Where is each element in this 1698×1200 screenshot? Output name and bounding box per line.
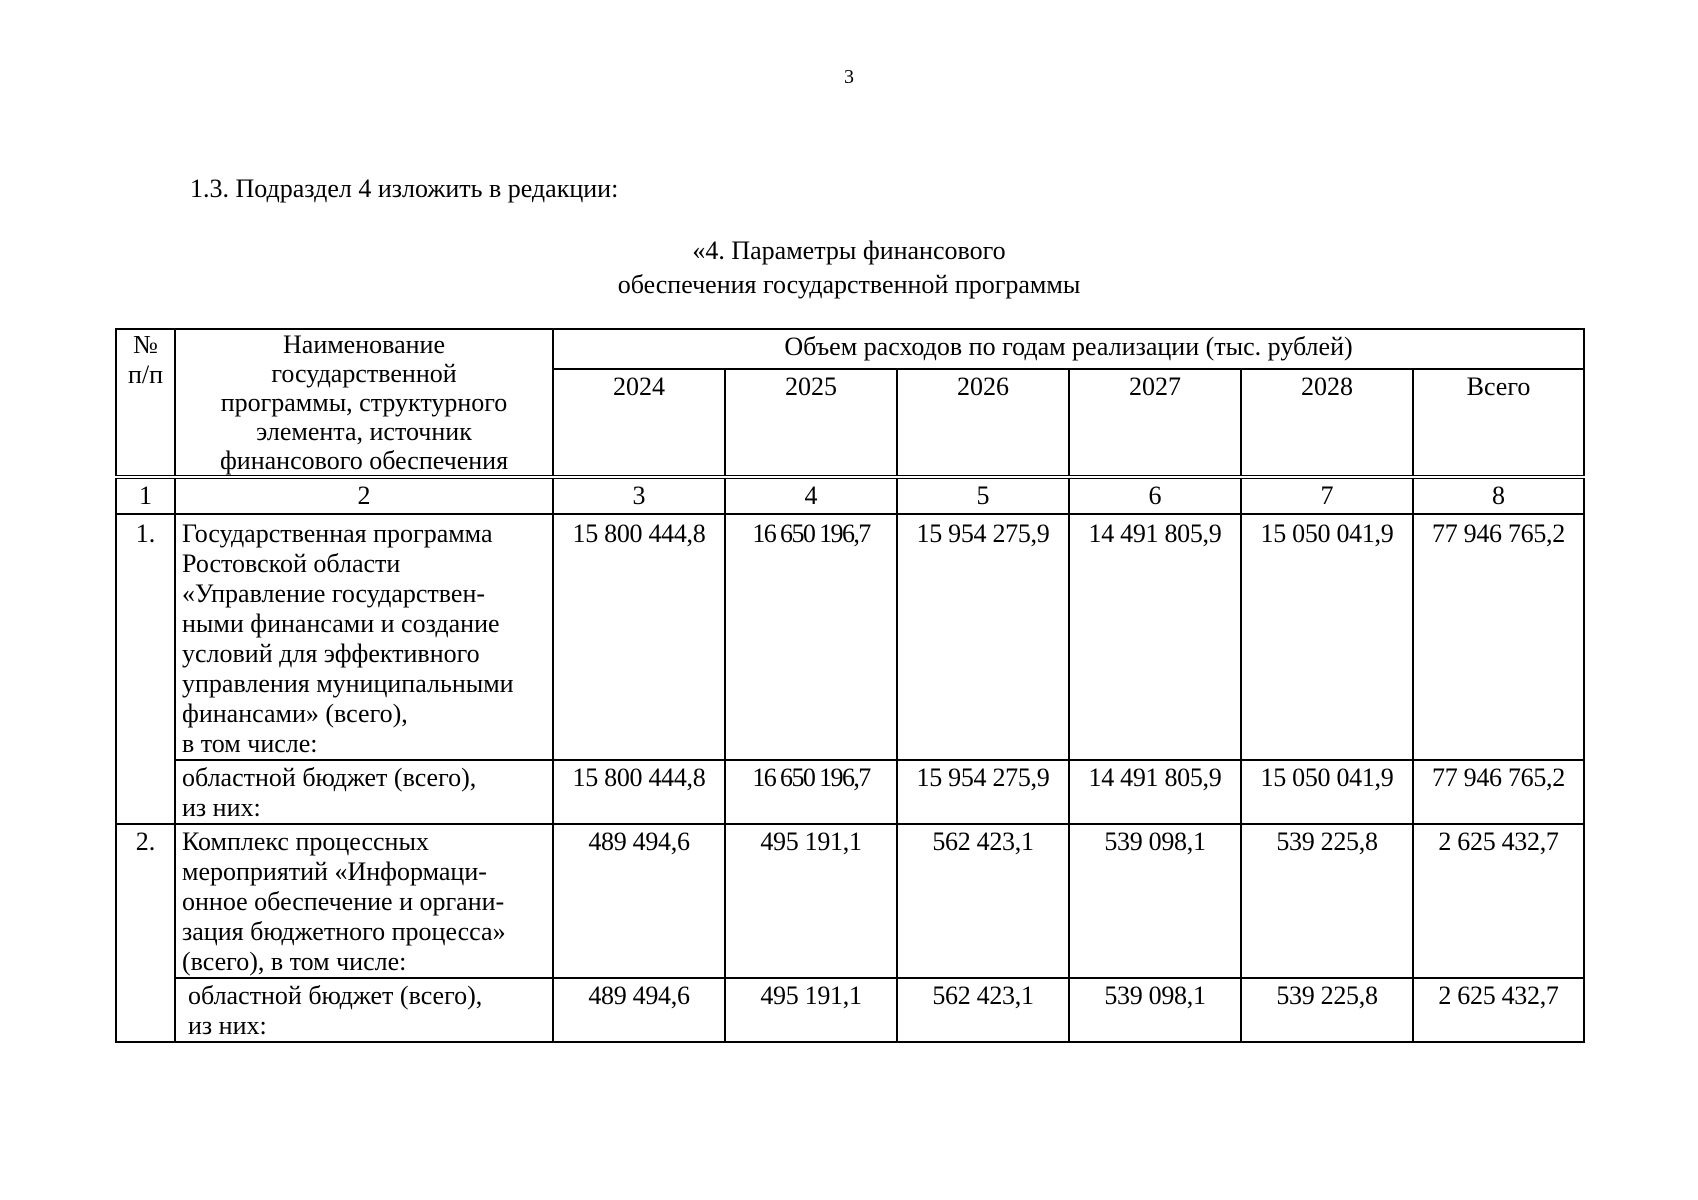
value-total: 2 625 432,7 xyxy=(1413,978,1584,1042)
value-total: 77 946 765,2 xyxy=(1413,514,1584,760)
financing-table xyxy=(115,328,1585,1043)
header-row-1 xyxy=(116,329,1584,369)
value-2026: 562 423,1 xyxy=(897,978,1069,1042)
value-total: 2 625 432,7 xyxy=(1413,824,1584,978)
header-year-2025: 2025 xyxy=(725,369,897,477)
column-numbers-row xyxy=(116,477,1584,514)
table-row xyxy=(116,978,1584,1042)
value-2025: 16 650 196,7 xyxy=(725,514,897,760)
header-group: Объем расходов по годам реализации (тыс. рублей) xyxy=(553,329,1584,369)
column-number: 5 xyxy=(897,477,1069,514)
header-year-2028: 2028 xyxy=(1241,369,1413,477)
row-name: областной бюджет (всего), из них: xyxy=(175,760,553,824)
value-2025: 495 191,1 xyxy=(725,824,897,978)
value-2028: 539 225,8 xyxy=(1241,978,1413,1042)
heading-line-1: «4. Параметры финансового xyxy=(692,236,1006,265)
value-total: 77 946 765,2 xyxy=(1413,760,1584,824)
value-2025: 495 191,1 xyxy=(725,978,897,1042)
header-total: Всего xyxy=(1413,369,1584,477)
header-year-2027: 2027 xyxy=(1069,369,1241,477)
column-number: 7 xyxy=(1241,477,1413,514)
table-row xyxy=(116,514,1584,760)
value-2028: 539 225,8 xyxy=(1241,824,1413,978)
row-name: Комплекс процессных мероприятий «Информаци- онное обеспечение и органи- зация бюджетного процесса» (всего), в том числе: xyxy=(175,824,553,978)
value-2027: 539 098,1 xyxy=(1069,978,1241,1042)
header-name: Наименование государственной программы, структурного элемента, источник финансового обеспечения xyxy=(175,329,553,477)
value-2024: 15 800 444,8 xyxy=(553,514,725,760)
header-no: № п/п xyxy=(116,329,175,477)
section-heading xyxy=(0,234,1698,302)
value-2024: 489 494,6 xyxy=(553,824,725,978)
row-number: 2. xyxy=(116,824,175,1042)
value-2024: 15 800 444,8 xyxy=(553,760,725,824)
header-year-2026: 2026 xyxy=(897,369,1069,477)
value-2026: 15 954 275,9 xyxy=(897,760,1069,824)
value-2028: 15 050 041,9 xyxy=(1241,760,1413,824)
heading-line-2: обеспечения государственной программы xyxy=(617,270,1081,299)
intro-text: 1.3. Подраздел 4 изложить в редакции: xyxy=(190,174,619,203)
value-2026: 15 954 275,9 xyxy=(897,514,1069,760)
value-2027: 14 491 805,9 xyxy=(1069,514,1241,760)
column-number: 2 xyxy=(175,477,553,514)
table-row xyxy=(116,824,1584,978)
value-2024: 489 494,6 xyxy=(553,978,725,1042)
column-number: 6 xyxy=(1069,477,1241,514)
value-2027: 539 098,1 xyxy=(1069,824,1241,978)
value-2028: 15 050 041,9 xyxy=(1241,514,1413,760)
column-number: 4 xyxy=(725,477,897,514)
page-number: 3 xyxy=(844,66,854,88)
value-2027: 14 491 805,9 xyxy=(1069,760,1241,824)
value-2026: 562 423,1 xyxy=(897,824,1069,978)
row-name: Государственная программа Ростовской области «Управление государствен- ными финансами и создание условий для эффективного управления муниципальными финансами» (всего), в том числе: xyxy=(175,514,553,760)
table-row xyxy=(116,760,1584,824)
column-number: 8 xyxy=(1413,477,1584,514)
column-number: 1 xyxy=(116,477,175,514)
column-number: 3 xyxy=(553,477,725,514)
value-2025: 16 650 196,7 xyxy=(725,760,897,824)
row-name: областной бюджет (всего), из них: xyxy=(175,978,553,1042)
header-year-2024: 2024 xyxy=(553,369,725,477)
row-number: 1. xyxy=(116,514,175,824)
